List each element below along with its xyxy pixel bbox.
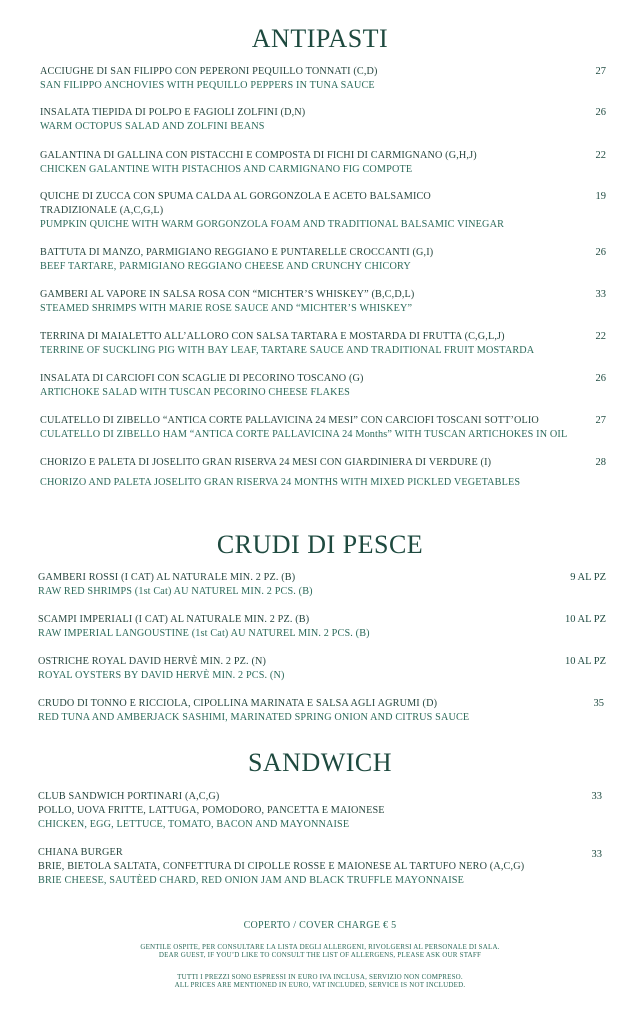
- item-name-it: CULATELLO DI ZIBELLO “ANTICA CORTE PALLAVICINA 24 MESI” CON CARCIOFI TOSCANI SOTT’OLIO: [40, 415, 539, 426]
- prices-notice-en: ALL PRICES ARE MENTIONED IN EURO, VAT INCLUDED, SERVICE IS NOT INCLUDED.: [174, 981, 466, 989]
- item-name-en: CHICKEN, EGG, LETTUCE, TOMATO, BACON AND MAYONNAISE: [38, 819, 350, 830]
- item-name-en: TERRINE OF SUCKLING PIG WITH BAY LEAF, TARTARE SAUCE AND TRADITIONAL FRUIT MOSTARDA: [40, 345, 535, 356]
- item-name-it: BATTUTA DI MANZO, PARMIGIANO REGGIANO E PUNTARELLE CROCCANTI (G,I): [40, 247, 434, 258]
- item-name-it: SCAMPI IMPERIALI (I CAT) AL NATURALE MIN. 2 PZ. (B): [38, 614, 310, 625]
- item-name-en: CULATELLO DI ZIBELLO HAM “ANTICA CORTE PALLAVICINA 24 Months” WITH TUSCAN ARTICHOKES IN OIL: [40, 429, 568, 440]
- item-name-it: CRUDO DI TONNO E RICCIOLA, CIPOLLINA MARINATA E SALSA AGLI AGRUMI (D): [38, 698, 438, 709]
- antipasti-title: ANTIPASTI: [251, 24, 389, 53]
- item-name-en: CHORIZO AND PALETA JOSELITO GRAN RISERVA 24 MONTHS WITH MIXED PICKLED VEGETABLES: [40, 477, 521, 488]
- menu-item-battuta: [40, 246, 606, 274]
- menu-item-culatello: [40, 414, 606, 442]
- item-name-it: GALANTINA DI GALLINA CON PISTACCHI E COMPOSTA DI FICHI DI CARMIGNANO (G,H,J): [40, 150, 477, 161]
- item-name-it: OSTRICHE ROYAL DAVID HERVÈ MIN. 2 PZ. (N): [38, 656, 267, 667]
- item-name-it: QUICHE DI ZUCCA CON SPUMA CALDA AL GORGONZOLA E ACETO BALSAMICO: [40, 191, 431, 202]
- menu-item-quiche: [40, 190, 606, 232]
- prices-notice-it: TUTTI I PREZZI SONO ESPRESSI IN EURO IVA INCLUSA, SERVIZIO NON COMPRESO.: [177, 973, 463, 981]
- item-name-it: INSALATA DI CARCIOFI CON SCAGLIE DI PECORINO TOSCANO (G): [40, 373, 364, 384]
- item-name-en: RED TUNA AND AMBERJACK SASHIMI, MARINATED SPRING ONION AND CITRUS SAUCE: [38, 712, 470, 723]
- menu-item-gamberi-rossi: [38, 571, 606, 599]
- item-price: 22: [595, 150, 606, 161]
- item-name-it: CHORIZO E PALETA DI JOSELITO GRAN RISERVA 24 MESI CON GIARDINIERA DI VERDURE (I): [40, 457, 492, 468]
- item-name-en: ROYAL OYSTERS BY DAVID HERVÈ MIN. 2 PCS. (N): [38, 670, 285, 681]
- menu-item-carciofi: [40, 372, 606, 400]
- item-title: CLUB SANDWICH PORTINARI (A,C,G): [38, 791, 220, 802]
- item-price: 33: [595, 289, 606, 300]
- item-price: 35: [593, 698, 604, 709]
- item-price: 27: [595, 66, 606, 77]
- item-name-en: RAW IMPERIAL LANGOUSTINE (1st Cat) AU NATUREL MIN. 2 PCS. (B): [38, 628, 370, 639]
- item-price: 27: [595, 415, 606, 426]
- item-name-en: BRIE CHEESE, SAUTÈED CHARD, RED ONION JAM AND BLACK TRUFFLE MAYONNAISE: [38, 875, 464, 886]
- item-price: 22: [595, 331, 606, 342]
- item-name-it: TERRINA DI MAIALETTO ALL’ALLORO CON SALSA TARTARA E MOSTARDA DI FRUTTA (C,G,L,J): [40, 331, 505, 342]
- item-name-en: PUMPKIN QUICHE WITH WARM GORGONZOLA FOAM AND TRADITIONAL BALSAMIC VINEGAR: [40, 219, 505, 230]
- sandwich-title: SANDWICH: [247, 748, 393, 777]
- menu-item-crudo-tonno: [38, 697, 604, 725]
- item-price: 28: [595, 457, 606, 468]
- menu-item-acciughe: [40, 65, 606, 93]
- item-price: 33: [591, 849, 602, 860]
- item-price: 26: [595, 373, 606, 384]
- item-price: 26: [595, 247, 606, 258]
- allergen-notice-it: GENTILE OSPITE, PER CONSULTARE LA LISTA DEGLI ALLERGENI, RIVOLGERSI AL PERSONALE DI SALA.: [140, 943, 500, 951]
- item-name-en: BEEF TARTARE, PARMIGIANO REGGIANO CHEESE AND CRUNCHY CHICORY: [40, 261, 411, 272]
- menu-item-gamberi-vapore: [40, 288, 606, 316]
- item-name-it: POLLO, UOVA FRITTE, LATTUGA, POMODORO, PANCETTA E MAIONESE: [38, 805, 385, 816]
- item-price: 10 AL PZ: [564, 656, 606, 667]
- item-name-en: RAW RED SHRIMPS (1st Cat) AU NATUREL MIN. 2 PCS. (B): [38, 586, 313, 597]
- menu-item-terrina: [40, 330, 606, 358]
- item-name-en: CHICKEN GALANTINE WITH PISTACHIOS AND CARMIGNANO FIG COMPOTE: [40, 164, 413, 175]
- item-name-en: SAN FILIPPO ANCHOVIES WITH PEQUILLO PEPPERS IN TUNA SAUCE: [40, 80, 375, 91]
- item-price: 26: [595, 107, 606, 118]
- item-title: CHIANA BURGER: [38, 847, 123, 858]
- item-name-it: GAMBERI ROSSI (I CAT) AL NATURALE MIN. 2 PZ. (B): [38, 572, 296, 583]
- allergen-notice-en: DEAR GUEST, IF YOU’D LIKE TO CONSULT THE LIST OF ALLERGENS, PLEASE ASK OUR STAFF: [158, 951, 482, 959]
- item-name-en: STEAMED SHRIMPS WITH MARIE ROSE SAUCE AND “MICHTER’S WHISKEY”: [40, 303, 413, 314]
- item-name-en: WARM OCTOPUS SALAD AND ZOLFINI BEANS: [40, 121, 265, 132]
- menu-item-ostriche: [38, 655, 606, 683]
- menu-item-polpo: [40, 106, 606, 134]
- menu-item-galantina: [40, 149, 606, 177]
- cover-charge: COPERTO / COVER CHARGE € 5: [243, 920, 397, 931]
- item-price: 33: [591, 791, 602, 802]
- menu-item-chorizo: [40, 456, 606, 490]
- item-name-it: GAMBERI AL VAPORE IN SALSA ROSA CON “MICHTER’S WHISKEY” (B,C,D,L): [40, 289, 415, 300]
- item-name-it-continued: TRADIZIONALE (A,C,G,L): [40, 205, 164, 216]
- item-name-en: ARTICHOKE SALAD WITH TUSCAN PECORINO CHEESE FLAKES: [40, 387, 350, 398]
- menu-item-chiana-burger: [38, 846, 602, 888]
- item-price: 19: [595, 191, 606, 202]
- item-price: 9 AL PZ: [570, 572, 606, 583]
- item-name-it: ACCIUGHE DI SAN FILIPPO CON PEPERONI PEQUILLO TONNATI (C,D): [40, 66, 378, 77]
- item-name-it: BRIE, BIETOLA SALTATA, CONFETTURA DI CIPOLLE ROSSE E MAIONESE AL TARTUFO NERO (A,C,G): [38, 861, 525, 872]
- crudi-title: CRUDI DI PESCE: [216, 530, 424, 559]
- menu-item-scampi: [38, 613, 606, 641]
- item-name-it: INSALATA TIEPIDA DI POLPO E FAGIOLI ZOLFINI (D,N): [40, 107, 306, 118]
- menu-item-club-sandwich: [38, 790, 602, 832]
- item-price: 10 AL PZ: [564, 614, 606, 625]
